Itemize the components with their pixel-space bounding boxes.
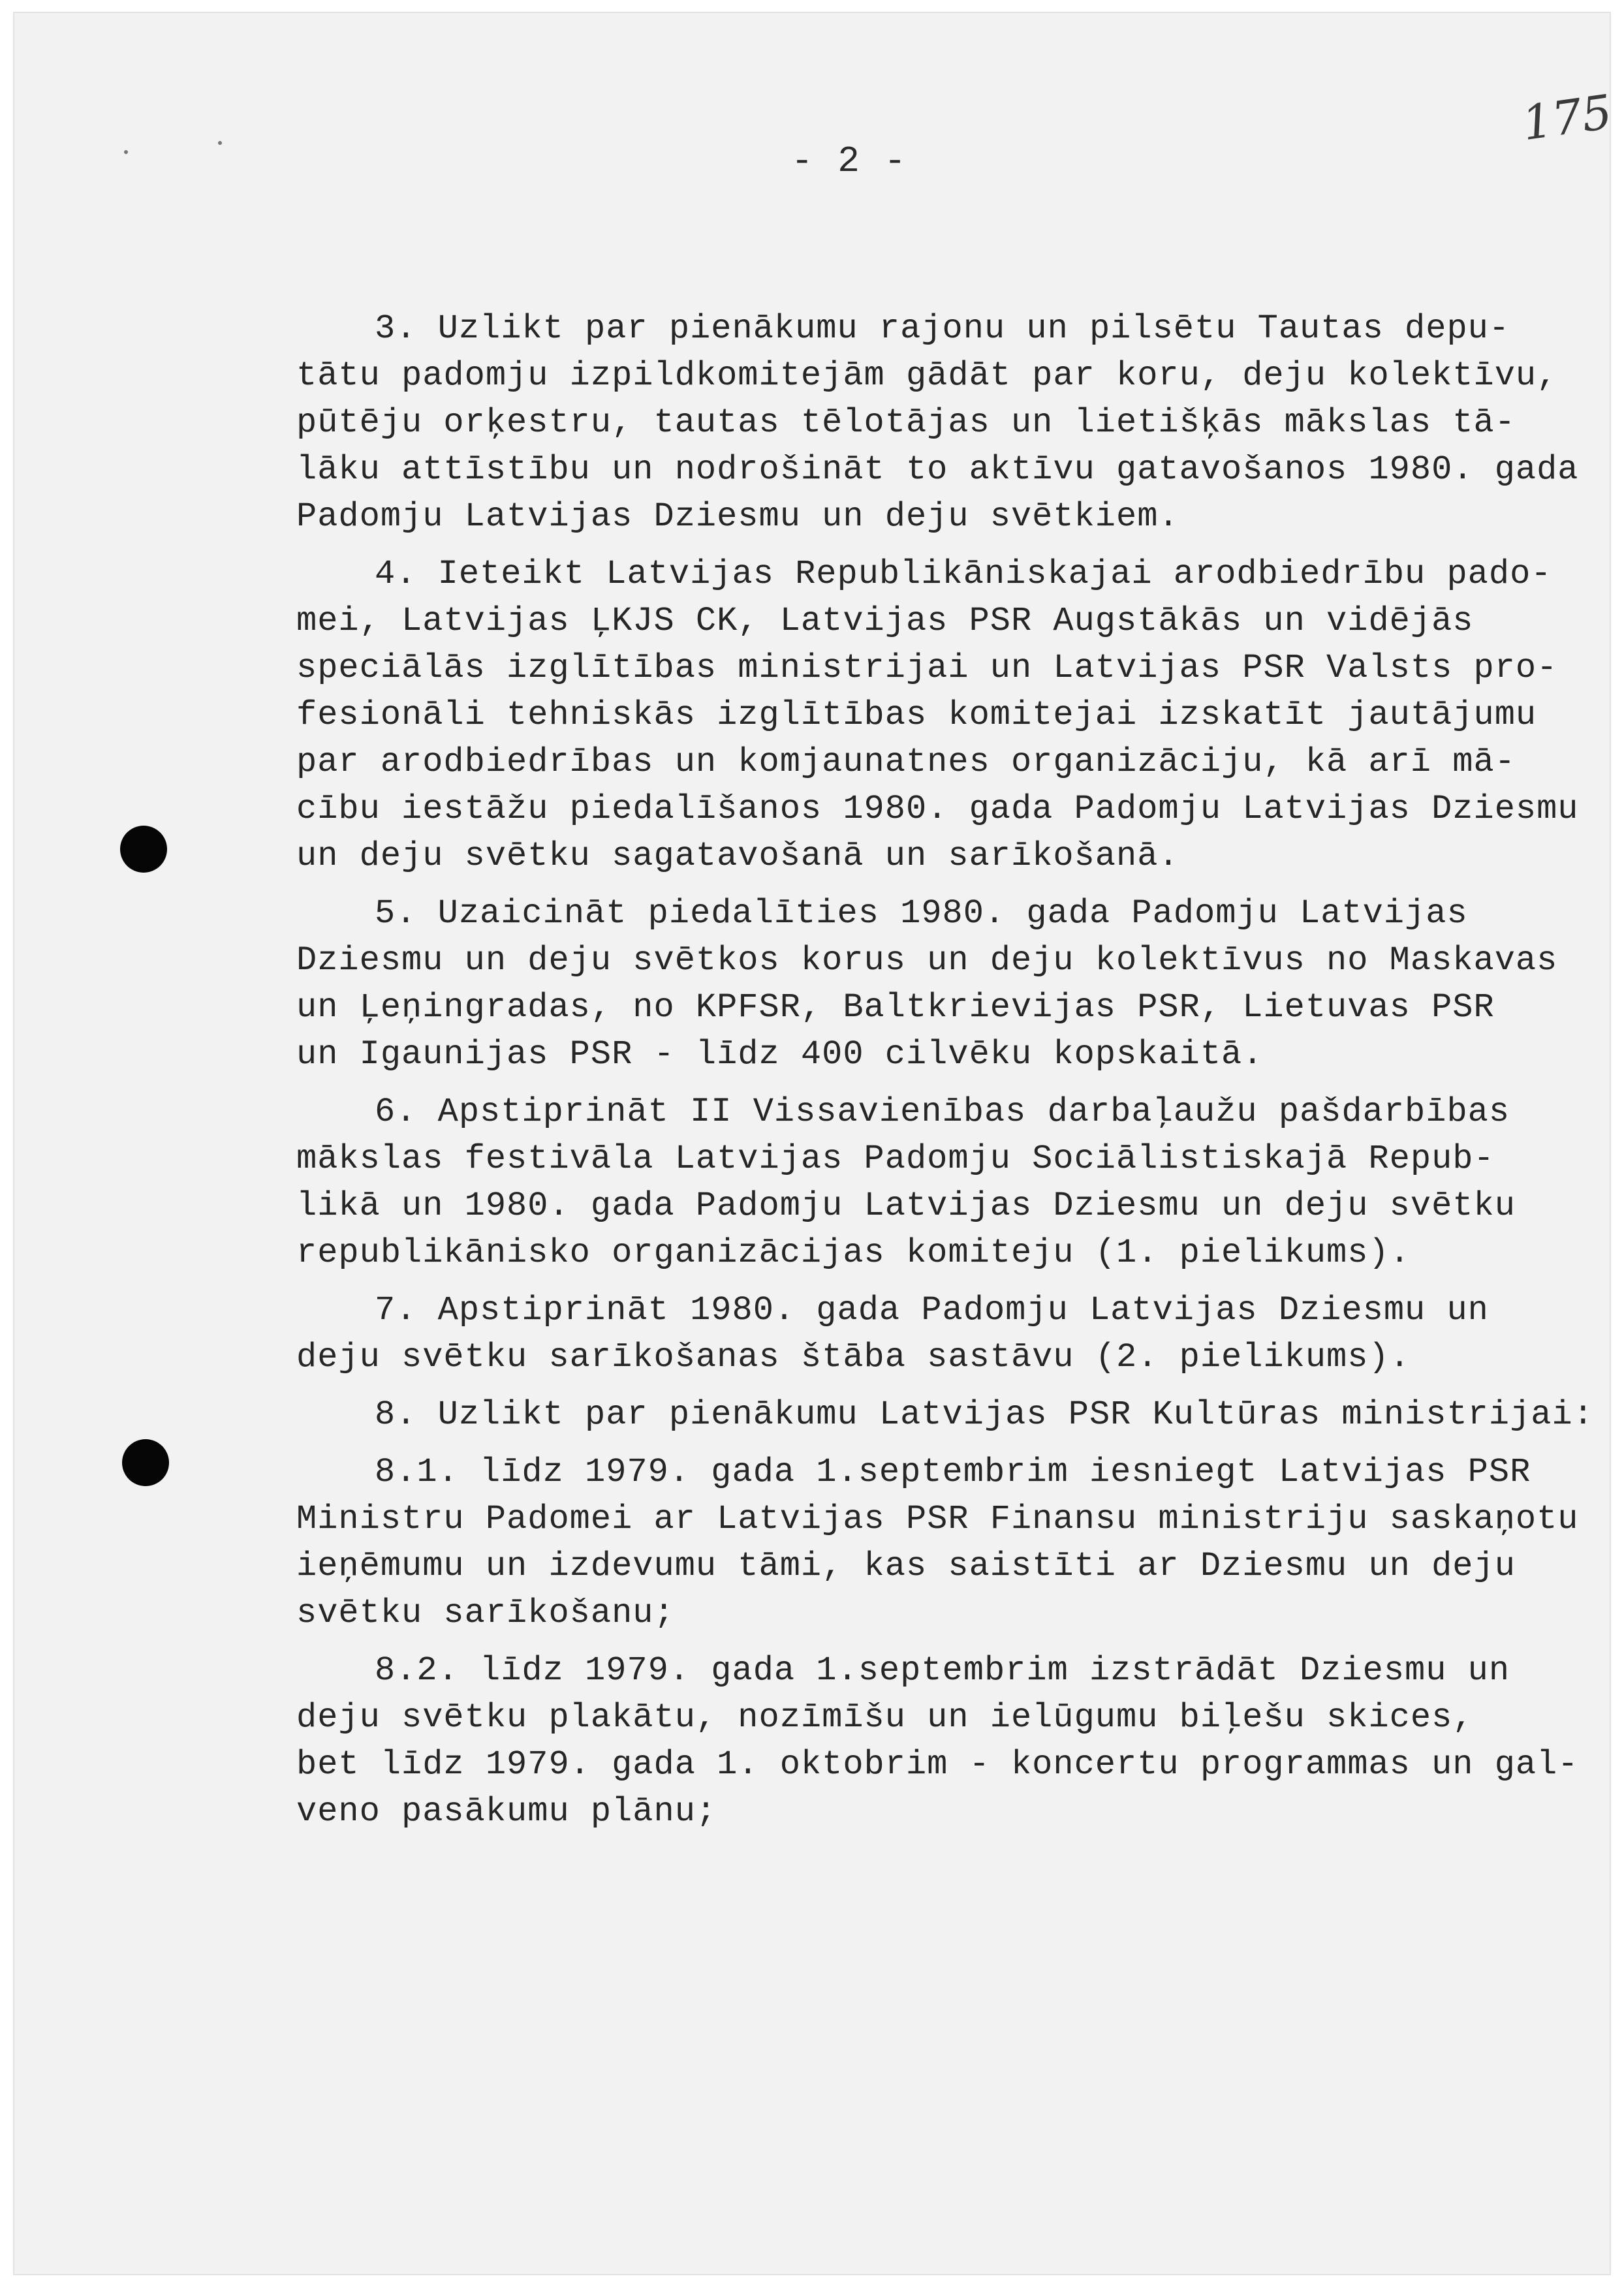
text-line: un deju svētku sagatavošanā un sarīkošanā. (296, 837, 1179, 875)
page-number: - 2 - (791, 140, 908, 182)
text-line: mākslas festivāla Latvijas Padomju Sociālistiskajā Repub- (296, 1140, 1495, 1178)
text-line: Ministru Padomei ar Latvijas PSR Finansu ministriju saskaņotu (296, 1500, 1579, 1538)
text-line: 8.2. līdz 1979. gada 1.septembrim izstrādāt Dziesmu un (375, 1651, 1510, 1690)
text-line: deju svētku plakātu, nozīmīšu un ielūgumu biļešu skices, (296, 1698, 1474, 1737)
text-line: 5. Uzaicināt piedalīties 1980. gada Padomju Latvijas (375, 894, 1468, 933)
text-line: 8. Uzlikt par pienākumu Latvijas PSR Kultūras ministrijai: (375, 1395, 1594, 1434)
text-line: 7. Apstiprināt 1980. gada Padomju Latvijas Dziesmu un (375, 1291, 1489, 1330)
text-line: veno pasākumu plānu; (296, 1792, 717, 1831)
paper-speck (218, 141, 222, 145)
text-line: tātu padomju izpildkomitejām gādāt par koru, deju kolektīvu, (296, 356, 1558, 395)
document-body (296, 305, 1594, 1846)
punch-hole (122, 1439, 169, 1486)
text-line: un Ļeņingradas, no KPFSR, Baltkrievijas PSR, Lietuvas PSR (296, 988, 1495, 1027)
paragraph (296, 1647, 1579, 1835)
text-line: speciālās izglītības ministrijai un Latvijas PSR Valsts pro- (296, 649, 1558, 687)
text-line: republikānisko organizācijas komiteju (1. pielikums). (296, 1234, 1411, 1272)
paragraph (296, 890, 1558, 1078)
text-line: 3. Uzlikt par pienākumu rajonu un pilsētu Tautas depu- (375, 309, 1510, 348)
text-line: svētku sarīkošanu; (296, 1594, 675, 1632)
document-page (13, 12, 1616, 2275)
text-line: mei, Latvijas ĻKJS CK, Latvijas PSR Augstākās un vidējās (296, 602, 1474, 640)
text-line: Padomju Latvijas Dziesmu un deju svētkiem. (296, 497, 1179, 536)
paragraph (296, 1392, 1594, 1439)
paragraph (296, 1449, 1579, 1637)
text-line: cību iestāžu piedalīšanos 1980. gada Padomju Latvijas Dziesmu (296, 790, 1579, 828)
paragraph (296, 1089, 1537, 1277)
paragraph (296, 551, 1579, 880)
text-line: 8.1. līdz 1979. gada 1.septembrim iesniegt Latvijas PSR (375, 1453, 1531, 1491)
text-line: fesionāli tehniskās izglītības komitejai izskatīt jautājumu (296, 696, 1537, 734)
text-line: 6. Apstiprināt II Vissavienības darbaļaužu pašdarbības (375, 1093, 1510, 1131)
text-line: deju svētku sarīkošanas štāba sastāvu (2. pielikums). (296, 1338, 1411, 1377)
paragraph (296, 305, 1579, 540)
archive-page-number: 175 (1518, 84, 1616, 151)
text-line: lāku attīstību un nodrošināt to aktīvu gatavošanos 1980. gada (296, 450, 1579, 489)
paragraph (296, 1287, 1537, 1381)
text-line: Dziesmu un deju svētkos korus un deju kolektīvus no Maskavas (296, 941, 1558, 980)
punch-hole (120, 826, 167, 873)
text-line: pūtēju orķestru, tautas tēlotājas un lietišķās mākslas tā- (296, 403, 1516, 442)
text-line: 4. Ieteikt Latvijas Republikāniskajai arodbiedrību pado- (375, 555, 1552, 593)
text-line: un Igaunijas PSR - līdz 400 cilvēku kopskaitā. (296, 1035, 1264, 1074)
paper-speck (124, 150, 128, 154)
text-line: bet līdz 1979. gada 1. oktobrim - koncertu programmas un gal- (296, 1745, 1579, 1784)
text-line: likā un 1980. gada Padomju Latvijas Dziesmu un deju svētku (296, 1187, 1516, 1225)
text-line: ieņēmumu un izdevumu tāmi, kas saistīti ar Dziesmu un deju (296, 1547, 1516, 1585)
text-line: par arodbiedrības un komjaunatnes organizāciju, kā arī mā- (296, 743, 1516, 781)
